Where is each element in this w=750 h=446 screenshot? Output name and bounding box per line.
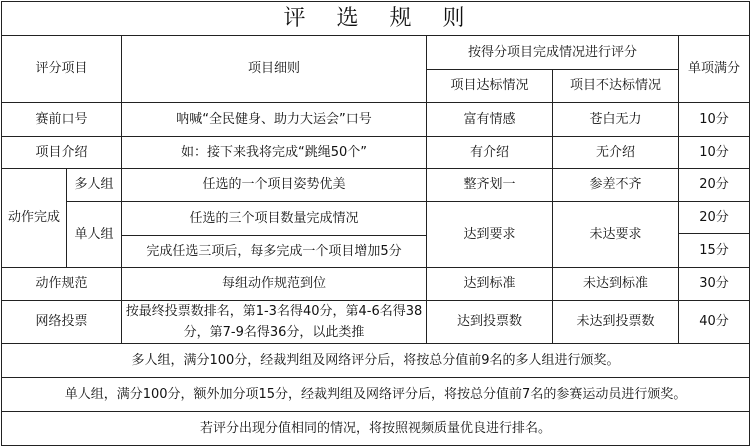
note-single-group: 单人组，满分100分，额外加分项15分，经裁判组及网络评分后，将按总分值前7名的参赛运动员进行颁奖。 <box>2 378 750 412</box>
intro-detail: 如：接下来我将完成“跳绳50个” <box>122 137 427 169</box>
rules-document <box>1 1 749 441</box>
intro-category: 项目介绍 <box>2 137 122 169</box>
slogan-max: 10分 <box>679 103 750 137</box>
single-not-met: 未达要求 <box>553 202 679 268</box>
table-row <box>2 103 750 137</box>
single-met: 达到要求 <box>427 202 553 268</box>
multi-detail: 任选的一个项目姿势优美 <box>122 169 427 202</box>
table-row <box>2 301 750 344</box>
header-not-met: 项目不达标情况 <box>553 70 679 103</box>
header-row <box>2 36 750 70</box>
table-row <box>2 169 750 202</box>
header-eval-group: 按得分项目完成情况进行评分 <box>427 36 679 70</box>
slogan-category: 赛前口号 <box>2 103 122 137</box>
standard-met: 达到标准 <box>427 268 553 301</box>
multi-not-met: 参差不齐 <box>553 169 679 202</box>
note-multi-group: 多人组，满分100分，经裁判组及网络评分后，将按总分值前9名的多人组进行颁奖。 <box>2 344 750 378</box>
note-tie-break: 若评分出现分值相同的情况，将按照视频质量优良进行排名。 <box>2 412 750 446</box>
multi-group-label: 多人组 <box>67 169 122 202</box>
note-row <box>2 412 750 446</box>
slogan-met: 富有情感 <box>427 103 553 137</box>
standard-detail: 每组动作规范到位 <box>122 268 427 301</box>
slogan-not-met: 苍白无力 <box>553 103 679 137</box>
vote-category: 网络投票 <box>2 301 122 344</box>
single-detail-2: 完成任选三项后，每多完成一个项目增加5分 <box>122 236 427 268</box>
single-detail-1: 任选的三个项目数量完成情况 <box>122 202 427 236</box>
rules-table <box>1 1 750 446</box>
table-row <box>2 137 750 169</box>
header-category: 评分项目 <box>2 36 122 103</box>
page-title: 评 选 规 则 <box>2 2 750 36</box>
title-row <box>2 2 750 36</box>
action-category: 动作完成 <box>2 169 67 268</box>
vote-max: 40分 <box>679 301 750 344</box>
single-max-2: 15分 <box>679 234 750 268</box>
header-max: 单项满分 <box>679 36 750 103</box>
vote-detail: 按最终投票数排名，第1-3名得40分，第4-6名得38分，第7-9名得36分，以此类推 <box>122 301 427 344</box>
note-row <box>2 378 750 412</box>
standard-max: 30分 <box>679 268 750 301</box>
single-max-1: 20分 <box>679 202 750 234</box>
standard-not-met: 未达到标准 <box>553 268 679 301</box>
single-group-label: 单人组 <box>67 202 122 268</box>
intro-max: 10分 <box>679 137 750 169</box>
multi-met: 整齐划一 <box>427 169 553 202</box>
intro-not-met: 无介绍 <box>553 137 679 169</box>
header-detail: 项目细则 <box>122 36 427 103</box>
vote-not-met: 未达到投票数 <box>553 301 679 344</box>
intro-met: 有介绍 <box>427 137 553 169</box>
multi-max: 20分 <box>679 169 750 202</box>
standard-category: 动作规范 <box>2 268 122 301</box>
header-met: 项目达标情况 <box>427 70 553 103</box>
slogan-detail: 呐喊“全民健身、助力大运会”口号 <box>122 103 427 137</box>
note-row <box>2 344 750 378</box>
table-row <box>2 202 750 234</box>
vote-met: 达到投票数 <box>427 301 553 344</box>
table-row <box>2 268 750 301</box>
